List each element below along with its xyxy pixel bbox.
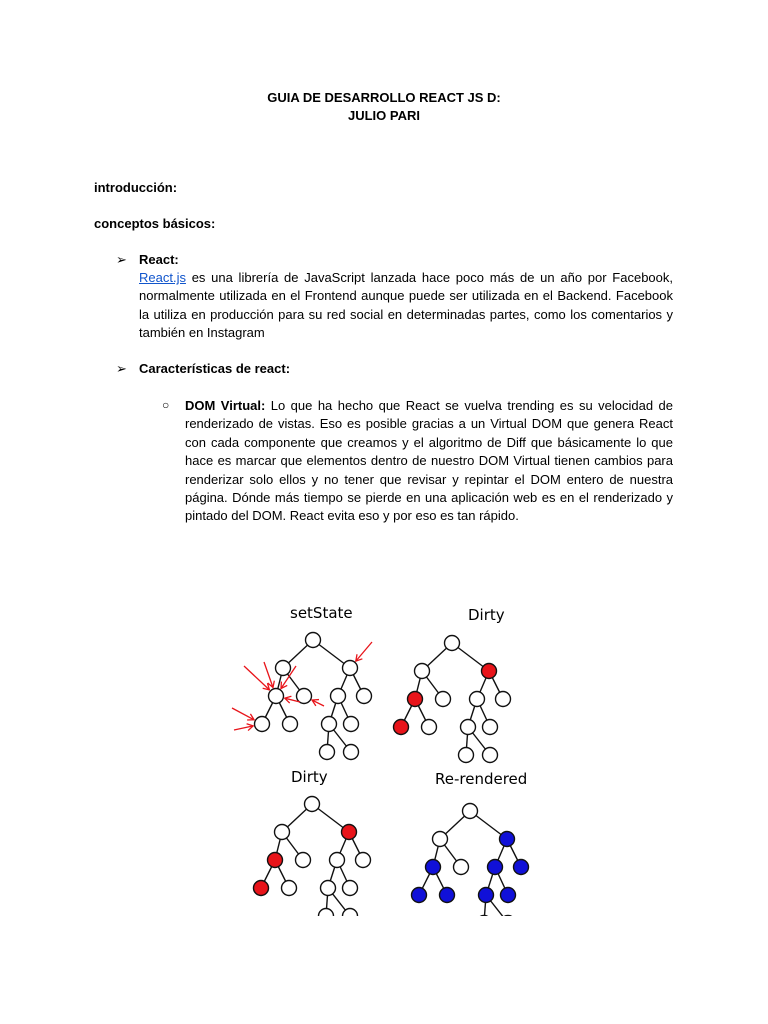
dom-label: DOM Virtual:	[185, 398, 266, 413]
tree-node	[454, 860, 469, 875]
tree-node	[470, 692, 485, 707]
tree-node	[343, 661, 358, 676]
tree-node	[514, 860, 529, 875]
tree-node	[321, 881, 336, 896]
tree-node	[283, 717, 298, 732]
tree-node	[433, 832, 448, 847]
tree-node	[461, 720, 476, 735]
tree-node	[276, 661, 291, 676]
red-arrowhead-icon	[281, 682, 287, 689]
tree-node	[275, 825, 290, 840]
tree-node	[269, 689, 284, 704]
tree-dirty-2	[254, 797, 371, 917]
tree-node	[479, 888, 494, 903]
tree-node	[408, 692, 423, 707]
tree-node	[330, 853, 345, 868]
tree-dirty-1	[394, 636, 511, 763]
react-paragraph	[139, 269, 673, 343]
tree-node	[331, 689, 346, 704]
circle-bullet-icon: ○	[162, 398, 170, 412]
tree-node	[342, 825, 357, 840]
dom-text: Lo que ha hecho que React se vuelva trending es su velocidad de renderizado de vistas. Eso es posible gracias a un Virtual DOM que genera React con cada componente que creamos y el algoritmo de Diff que básicamente lo que hace es marcar que elementos dentro de nuestro DOM Virtual tienen cambios para renderizar solo ellos y no tener que revisar y repintar el DOM entero de nuestra página. Dónde más tiempo se pierde en una aplicación web es en el renderizado y pintado del DOM. React evita eso y por eso es tan rápido.	[185, 398, 673, 524]
tree-node	[483, 720, 498, 735]
doc-title-line1: GUIA DE DESARROLLO REACT JS D:	[267, 90, 501, 105]
red-arrow-icon	[356, 642, 372, 661]
tree-node	[343, 881, 358, 896]
tree-node	[322, 717, 337, 732]
tree-node	[319, 909, 334, 917]
tree-node	[296, 853, 311, 868]
arrow-bullet-icon: ➢	[116, 361, 127, 376]
tree-node	[445, 636, 460, 651]
tree-node	[412, 888, 427, 903]
tree-setstate	[232, 633, 372, 760]
tree-node	[436, 692, 451, 707]
react-text: es una librería de JavaScript lanzada hace poco más de un año por Facebook, normalmente utilizada en el Frontend aunque puede ser utilizada en el Backend. Facebook la utiliza en producción para su red social en determinadas partes, como los comentarios y también en Instagram	[139, 270, 673, 341]
dom-paragraph	[185, 397, 673, 526]
tree-node	[440, 888, 455, 903]
arrow-bullet-icon: ➢	[116, 252, 127, 267]
tree-node	[459, 748, 474, 763]
label-setstate: setState	[290, 604, 353, 622]
tree-node	[422, 720, 437, 735]
label-rerendered: Re-rendered	[435, 770, 528, 788]
red-arrow-icon	[244, 666, 269, 690]
tree-node	[255, 717, 270, 732]
tree-node	[415, 664, 430, 679]
tree-node	[463, 804, 478, 819]
tree-rerendered	[412, 804, 529, 917]
react-heading: React:	[139, 252, 179, 267]
virtual-dom-diagram	[225, 598, 535, 916]
tree-node	[482, 664, 497, 679]
tree-node	[483, 748, 498, 763]
tree-node	[344, 745, 359, 760]
tree-node	[501, 888, 516, 903]
tree-node	[426, 860, 441, 875]
tree-node	[488, 860, 503, 875]
tree-node	[268, 853, 283, 868]
tree-node	[357, 689, 372, 704]
tree-node	[344, 717, 359, 732]
label-dirty-1: Dirty	[468, 606, 505, 624]
doc-title-line2: JULIO PARI	[348, 108, 420, 123]
tree-node	[320, 745, 335, 760]
tree-node	[500, 832, 515, 847]
tree-node	[305, 797, 320, 812]
features-heading: Características de react:	[139, 361, 291, 376]
tree-node	[282, 881, 297, 896]
tree-node	[356, 853, 371, 868]
tree-node	[306, 633, 321, 648]
react-link[interactable]: React.js	[139, 270, 186, 285]
concepts-heading: conceptos básicos:	[94, 216, 216, 231]
intro-heading: introducción:	[94, 180, 178, 195]
label-dirty-2: Dirty	[291, 768, 328, 786]
tree-node	[254, 881, 269, 896]
tree-node	[477, 916, 492, 917]
tree-node	[496, 692, 511, 707]
tree-node	[394, 720, 409, 735]
